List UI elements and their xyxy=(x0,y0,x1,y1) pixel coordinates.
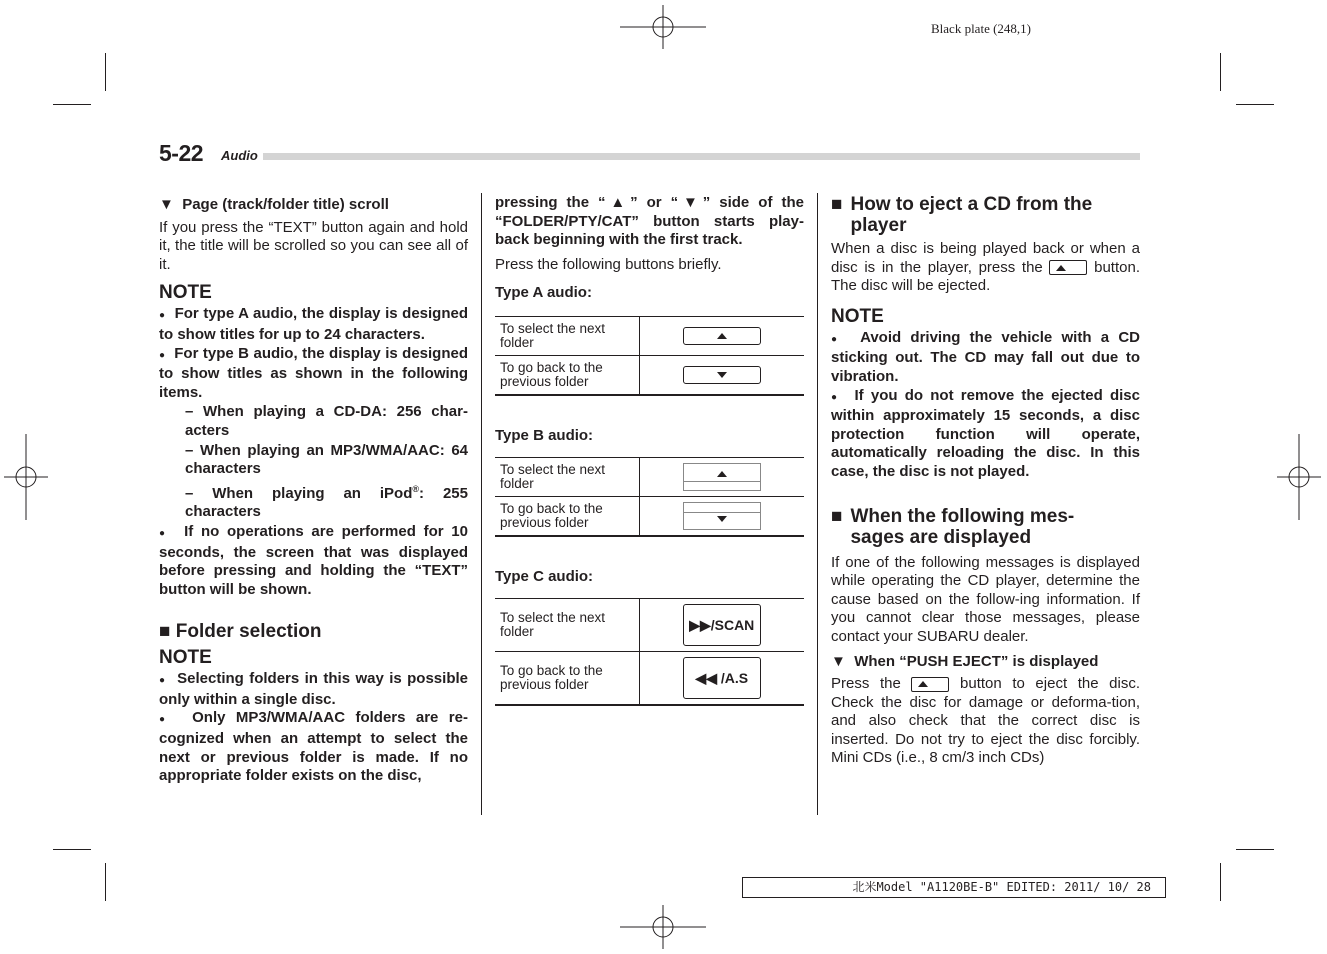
column-3 xyxy=(831,194,1140,768)
press-instruction: Press the following buttons briefly. xyxy=(495,255,722,273)
eject-heading: ■ How to eject a CD from the player xyxy=(831,194,1093,236)
black-square-icon: ■ xyxy=(159,621,171,643)
bullet-icon: ● xyxy=(831,333,843,345)
note-item: ● Selecting folders in this way is possible only within a single disc. xyxy=(159,670,468,708)
subheading-scroll: ▼ Page (track/folder title) scroll xyxy=(159,196,389,213)
bullet-icon: ● xyxy=(159,527,169,539)
type-b-table xyxy=(495,457,804,537)
type-c-table xyxy=(495,598,804,706)
folder-down-button[interactable] xyxy=(683,366,761,384)
prev-folder-label: To go back to the previous folder xyxy=(495,497,639,536)
registration-mark-bottom xyxy=(620,905,706,949)
note-title: NOTE xyxy=(831,305,884,327)
prev-folder-label: To go back to the previous folder xyxy=(495,652,639,705)
registration-mark-right xyxy=(1277,434,1321,520)
page-number: 5-22 xyxy=(159,140,204,166)
crop-mark xyxy=(53,849,91,850)
note-item: ● For type A audio, the display is designed to show titles for up to 24 characters. xyxy=(159,305,468,343)
table-row xyxy=(495,458,804,497)
crop-mark xyxy=(1236,849,1274,850)
down-triangle-icon: ▼ xyxy=(678,194,703,211)
registration-mark-top xyxy=(620,5,706,49)
crop-mark xyxy=(105,53,106,91)
folder-up-button[interactable] xyxy=(683,463,761,491)
table-row xyxy=(495,497,804,536)
bullet-icon: ● xyxy=(159,675,167,687)
table-row xyxy=(495,599,804,652)
table-row xyxy=(495,652,804,705)
header-rule xyxy=(263,153,1140,160)
as-button[interactable]: ◀◀ /A.S xyxy=(683,657,761,699)
note-subitem: – When playing an MP3/WMA/AAC: 64 characters xyxy=(185,441,468,478)
crop-mark xyxy=(105,863,106,901)
type-c-label: Type C audio: xyxy=(495,568,594,585)
note-item: ● If no operations are performed for 10 seconds, the screen that was displayed before pressing and holding the “TEXT” button will be shown. xyxy=(159,522,468,598)
table-row xyxy=(495,317,804,356)
note-item: ● For type B audio, the display is designed to show titles as shown in the following items. xyxy=(159,344,469,401)
note-subitem: – When playing a CD-DA: 256 char-acters xyxy=(185,403,468,439)
bullet-icon: ● xyxy=(831,391,841,403)
up-triangle-icon: ▲ xyxy=(605,194,631,211)
column-2 xyxy=(495,194,804,303)
column-divider xyxy=(481,193,482,815)
black-square-icon: ■ xyxy=(831,505,843,527)
table-row xyxy=(495,356,804,395)
folder-continuation: pressing the “▲” or “▼” side of the “FOLDER/PTY/CAT” button starts play-back beginning with the first track. xyxy=(495,194,804,249)
black-square-icon: ■ xyxy=(831,194,843,215)
next-folder-label: To select the next folder xyxy=(495,317,639,356)
column-1 xyxy=(159,196,468,786)
eject-paragraph: When a disc is being played back or when a disc is in the player, press the button. The disc will be ejected. xyxy=(831,240,1140,295)
type-b-label: Type B audio: xyxy=(495,427,594,444)
note-title: NOTE xyxy=(159,282,212,304)
crop-mark xyxy=(1220,863,1221,901)
type-a-table xyxy=(495,316,804,396)
bullet-icon: ● xyxy=(159,714,172,726)
next-folder-label: To select the next folder xyxy=(495,599,639,652)
crop-mark xyxy=(1236,104,1274,105)
edit-stamp: 北米Model "A1120BE-B" EDITED: 2011/ 10/ 28 xyxy=(742,877,1166,898)
bullet-icon: ● xyxy=(159,349,166,361)
crop-mark xyxy=(1220,53,1221,91)
prev-folder-label: To go back to the previous folder xyxy=(495,356,639,395)
scan-button[interactable]: ▶▶/SCAN xyxy=(683,604,761,646)
push-eject-subheading: ▼ When “PUSH EJECT” is displayed xyxy=(831,652,1099,670)
messages-paragraph: If one of the following messages is displayed while operating the CD player, determine the cause based on the follow-ing information. If you cannot clear those messages, please contact your SUBARU dealer. xyxy=(831,553,1140,645)
note-item: ● If you do not remove the ejected disc within approximately 15 seconds, a disc protection function will operate, automatically reloading the disc. In this case, the disc is not played. xyxy=(831,386,1140,480)
note-title: NOTE xyxy=(159,647,212,669)
note-item: ● Avoid driving the vehicle with a CD sticking out. The CD may fall out due to vibration. xyxy=(831,328,1140,385)
down-triangle-icon: ▼ xyxy=(831,652,846,670)
next-folder-label: To select the next folder xyxy=(495,458,639,497)
note-subitem: – When playing an iPod®: 255 characters xyxy=(185,483,468,521)
section-title: Audio xyxy=(221,148,258,163)
bullet-icon: ● xyxy=(159,310,166,322)
plate-label: Black plate (248,1) xyxy=(931,21,1031,36)
folder-selection-heading: ■ Folder selection xyxy=(159,621,322,643)
column-divider xyxy=(817,193,818,815)
down-triangle-icon: ▼ xyxy=(159,196,174,213)
registration-mark-left xyxy=(4,434,48,520)
crop-mark xyxy=(53,104,91,105)
folder-down-button[interactable] xyxy=(683,502,761,530)
eject-button[interactable] xyxy=(911,677,949,692)
type-a-label: Type A audio: xyxy=(495,284,592,302)
scroll-paragraph: If you press the “TEXT” button again and hold it, the title will be scrolled so you can see all of it. xyxy=(159,218,468,273)
eject-button[interactable] xyxy=(1049,260,1087,275)
folder-up-button[interactable] xyxy=(683,327,761,345)
messages-heading: ■ When the following mes-sages are displayed xyxy=(831,505,1075,548)
note-item: ● Only MP3/WMA/AAC folders are re-cognized when an attempt to select the next or previous folder is made. If no appropriate folder exists on the disc, xyxy=(159,709,468,785)
push-eject-paragraph: Press the button to eject the disc. Check the disc for damage or deforma-tion, and also check that the correct disc is inserted. Do not try to eject the disc forcibly. Mini CDs (i.e., 8 cm/3 inch CDs) xyxy=(831,675,1141,767)
